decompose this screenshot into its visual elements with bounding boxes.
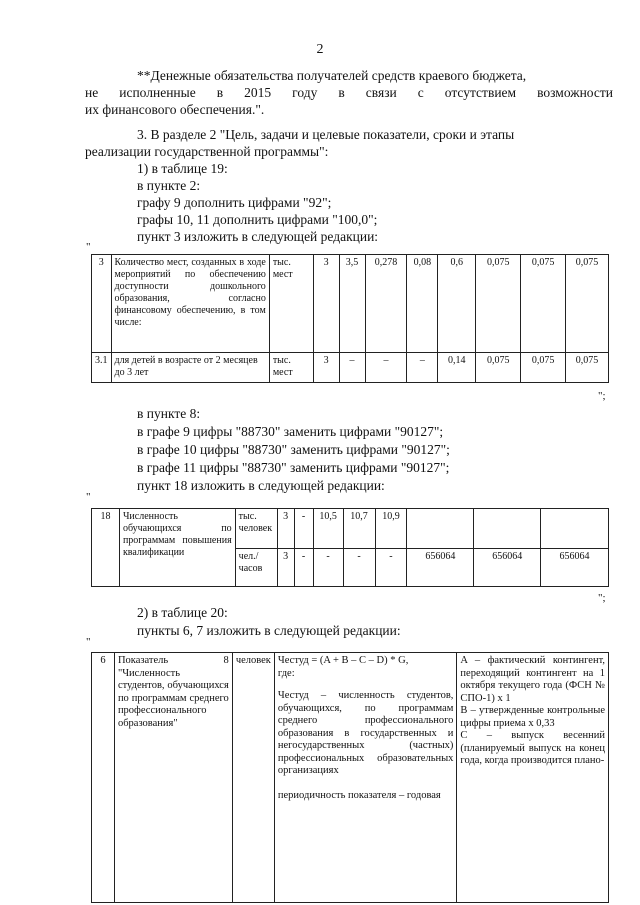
formula-description: Честуд – численность студентов, обучающихся, по программам среднего профессионального образования в государственных и негосударственных (частных) профессиональных образовательных организациях xyxy=(277,690,454,776)
table-row xyxy=(92,255,609,353)
quote-open-3: " xyxy=(86,636,91,648)
quote-open-2: " xyxy=(86,491,91,503)
value-cell: 3 xyxy=(277,549,294,587)
quote-close-2: "; xyxy=(598,592,606,604)
value-cell: 0,6 xyxy=(438,255,476,353)
table-row xyxy=(92,353,609,383)
value-cell: – xyxy=(407,353,438,383)
indicator-name: Количество мест, созданных в ходе мероприятий по обеспечению доступности дошкольного образования, согласно финансовому обеспечению, в том числе: xyxy=(111,255,269,353)
periodicity: периодичность показателя – годовая xyxy=(277,789,441,801)
value-cell: 10,9 xyxy=(375,509,407,549)
table-item-6 xyxy=(91,652,609,903)
para3-line-4: в пункте 2: xyxy=(137,178,201,193)
variables-cell xyxy=(457,653,609,903)
para3-line-5: графу 9 дополнить цифрами "92"; xyxy=(137,195,332,210)
unit: тыс. мест xyxy=(269,353,313,383)
unit: чел./ часов xyxy=(235,549,277,587)
formula-cell xyxy=(274,653,457,903)
page-number: 2 xyxy=(316,42,324,57)
footnote-line-2: не исполненные в 2015 году в связи с отсутствием возможности xyxy=(85,85,613,100)
value-cell: 0,14 xyxy=(438,353,476,383)
unit: тыс. человек xyxy=(235,509,277,549)
para8-line-1: в пункте 8: xyxy=(137,406,201,421)
quote-close-1: "; xyxy=(598,390,606,402)
para3-line-7: пункт 3 изложить в следующей редакции: xyxy=(137,229,379,244)
row-number: 3 xyxy=(92,255,112,353)
value-cell: - xyxy=(313,549,343,587)
value-cell: - xyxy=(294,509,313,549)
value-cell: 0,075 xyxy=(521,255,566,353)
para20-line-1: 2) в таблице 20: xyxy=(137,605,228,620)
para8-line-5: пункт 18 изложить в следующей редакции: xyxy=(137,478,385,493)
value-cell: 0,075 xyxy=(521,353,566,383)
value-cell: 0,075 xyxy=(476,255,521,353)
table-row xyxy=(92,653,609,903)
value-cell: 10,5 xyxy=(313,509,343,549)
para3-line-3: 1) в таблице 19: xyxy=(137,161,228,176)
table-item-18 xyxy=(91,508,609,587)
value-cell: 656064 xyxy=(541,549,609,587)
row-number: 3.1 xyxy=(92,353,112,383)
para8-line-4: в графе 11 цифры "88730" заменить цифрами "90127"; xyxy=(137,460,450,475)
value-cell: 656064 xyxy=(407,549,474,587)
para3-line-1: 3. В разделе 2 "Цель, задачи и целевые показатели, сроки и этапы xyxy=(137,127,515,142)
footnote-line-3: их финансового обеспечения.". xyxy=(85,102,265,117)
value-cell: 10,7 xyxy=(343,509,375,549)
indicator-name: для детей в возрасте от 2 месяцев до 3 лет xyxy=(111,353,269,383)
value-cell: - xyxy=(343,549,375,587)
value-cell: - xyxy=(375,549,407,587)
para3-line-6: графы 10, 11 дополнить цифрами "100,0"; xyxy=(137,212,378,227)
value-cell: – xyxy=(365,353,407,383)
row-number: 6 xyxy=(92,653,115,903)
value-cell: 3 xyxy=(313,255,339,353)
para8-line-3: в графе 10 цифры "88730" заменить цифрами "90127"; xyxy=(137,442,450,457)
value-cell xyxy=(474,509,541,549)
value-cell: – xyxy=(339,353,365,383)
formula: Честуд = (A + B – C – D) * G, xyxy=(277,655,409,666)
value-cell: 0,075 xyxy=(566,353,609,383)
footnote-line-1: **Денежные обязательства получателей средств краевого бюджета, xyxy=(137,68,527,83)
para20-line-2: пункты 6, 7 изложить в следующей редакции: xyxy=(137,623,401,638)
value-cell xyxy=(407,509,474,549)
value-cell: 3 xyxy=(313,353,339,383)
value-cell: 0,08 xyxy=(407,255,438,353)
indicator-name: Показатель 8 "Численность студентов, обучающихся по программам среднего профессионального образования" xyxy=(114,653,232,903)
para3-line-2: реализации государственной программы": xyxy=(85,144,329,159)
indicator-name: Численность обучающихся по программам повышения квалификации xyxy=(119,509,235,587)
value-cell: 3,5 xyxy=(339,255,365,353)
unit: человек xyxy=(232,653,274,903)
variable-b: B – утвержденные контрольные цифры приема х 0,33 xyxy=(460,705,605,729)
value-cell: 0,278 xyxy=(365,255,407,353)
formula-where: где: xyxy=(277,667,295,679)
variable-c: C – выпуск весенний (планируемый выпуск на конец года, когда производится плано- xyxy=(460,730,605,766)
value-cell xyxy=(541,509,609,549)
quote-open-1: " xyxy=(86,241,91,253)
table-item-3 xyxy=(91,254,609,383)
value-cell: 3 xyxy=(277,509,294,549)
table-row xyxy=(92,509,609,549)
row-number: 18 xyxy=(92,509,120,587)
unit: тыс. мест xyxy=(269,255,313,353)
variable-a: A – фактический контингент, переходящий контингент на 1 октября текущего года (ФСН № СПО-1) х 1 xyxy=(460,655,605,704)
value-cell: 0,075 xyxy=(566,255,609,353)
value-cell: 0,075 xyxy=(476,353,521,383)
para8-line-2: в графе 9 цифры "88730" заменить цифрами "90127"; xyxy=(137,424,444,439)
value-cell: 656064 xyxy=(474,549,541,587)
value-cell: - xyxy=(294,549,313,587)
